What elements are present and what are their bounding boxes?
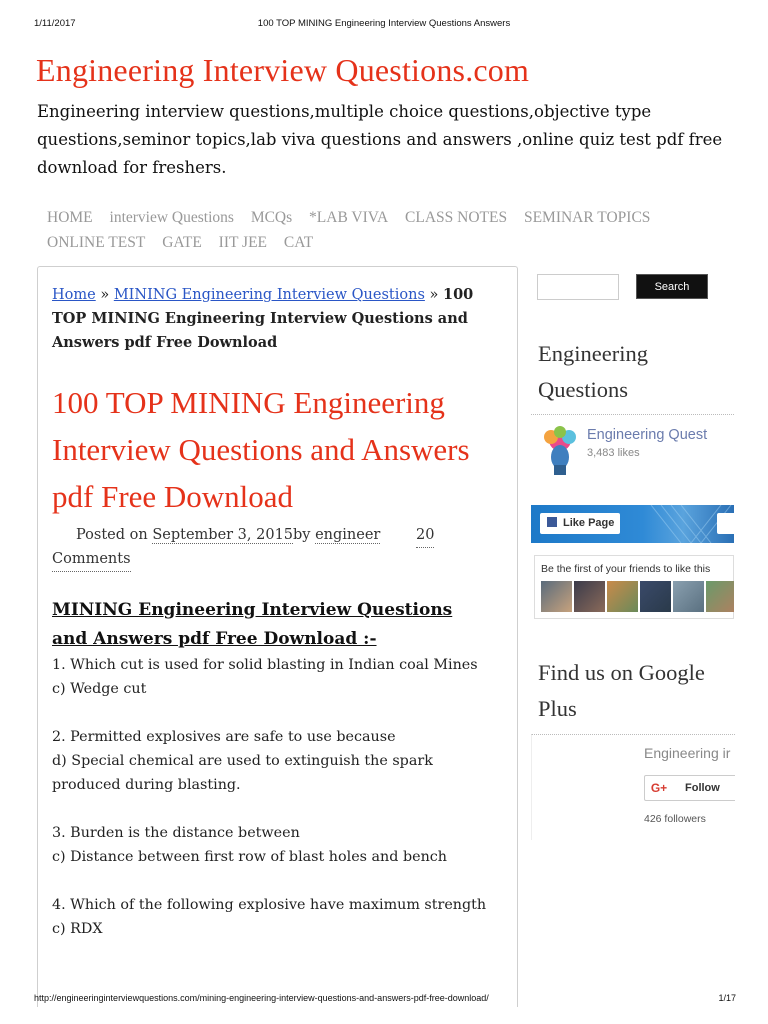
- question-text: 4. Which of the following explosive have maximum strength: [52, 897, 487, 913]
- list-item: [52, 893, 502, 941]
- post-meta: [52, 523, 482, 571]
- gplus-page-name[interactable]: Engineering ir: [644, 745, 731, 761]
- site-tagline: Engineering interview questions,multiple choice questions,objective type questions,seminor topics,lab viva questions and answers ,online quiz test pdf free download for freshers.: [37, 102, 723, 177]
- site-title[interactable]: Engineering Interview Questions.com: [36, 52, 530, 88]
- nav-item-cat[interactable]: CAT: [283, 234, 314, 251]
- gplus-followers-count: 426 followers: [644, 813, 706, 825]
- facebook-page-widget: [531, 414, 734, 622]
- by-label: by: [293, 527, 311, 543]
- nav-item-lab-viva[interactable]: *LAB VIVA: [309, 209, 389, 226]
- print-url: http://engineeringinterviewquestions.com/mining-engineering-interview-questions-and-answers-pdf-free-download/: [34, 993, 489, 1003]
- breadcrumb: [52, 283, 492, 355]
- answer-text: c) Distance between first row of blast holes and bench: [52, 849, 447, 865]
- nav-item-interview-questions[interactable]: interview Questions: [109, 209, 234, 226]
- avatar[interactable]: [640, 581, 671, 612]
- fb-cover-image: [531, 505, 734, 543]
- nav-item-home[interactable]: HOME: [47, 209, 93, 226]
- post-meta-posted: [76, 523, 293, 547]
- breadcrumb-separator: »: [424, 287, 443, 303]
- posted-on-label: Posted on: [76, 527, 148, 543]
- breadcrumb-category-link[interactable]: MINING Engineering Interview Questions: [113, 287, 425, 303]
- nav-item-online-test[interactable]: ONLINE TEST: [47, 234, 146, 251]
- breadcrumb-current: 100 TOP MINING Engineering Interview Questions and Answers pdf Free Download: [52, 286, 474, 351]
- engineering-questions-widget-title: Engineering Questions: [538, 341, 648, 402]
- answer-text: c) Wedge cut: [52, 681, 147, 697]
- print-page-number: 1/17: [718, 993, 736, 1003]
- article-container: [37, 266, 518, 1007]
- breadcrumb-separator: »: [95, 287, 114, 303]
- answer-text: c) RDX: [52, 921, 103, 937]
- fb-like-page-button[interactable]: [540, 513, 620, 534]
- print-date: 1/11/2017: [34, 18, 76, 29]
- comments-label-link[interactable]: Comments: [52, 547, 131, 572]
- comments-count-link[interactable]: 20: [416, 523, 434, 548]
- author-link[interactable]: engineer: [315, 527, 381, 543]
- nav-item-mcqs[interactable]: MCQs: [250, 209, 293, 226]
- gplus-follow-label: Follow: [685, 782, 720, 794]
- google-plus-widget: [531, 734, 735, 840]
- facebook-icon: [547, 517, 557, 527]
- post-title: 100 TOP MINING Engineering Interview Questions and Answers pdf Free Download: [52, 385, 470, 514]
- avatar[interactable]: [673, 581, 704, 612]
- fb-page-header: [531, 425, 734, 485]
- avatar[interactable]: [706, 581, 734, 612]
- avatar[interactable]: [574, 581, 605, 612]
- list-item: [52, 821, 502, 869]
- search-input[interactable]: [537, 274, 619, 300]
- nav-item-class-notes[interactable]: CLASS NOTES: [405, 209, 508, 226]
- question-text: 3. Burden is the distance between: [52, 825, 300, 841]
- gplus-follow-button[interactable]: [644, 775, 735, 801]
- pdf-print-header: [0, 14, 768, 30]
- fb-likes-count: 3,483 likes: [587, 447, 640, 459]
- nav-item-iit-jee[interactable]: IIT JEE: [218, 234, 268, 251]
- list-item: [52, 725, 502, 797]
- fb-friends-text: Be the first of your friends to like this: [541, 563, 711, 575]
- print-document-title: 100 TOP MINING Engineering Interview Questions Answers: [257, 18, 511, 29]
- answer-text: d) Special chemical are used to extinguish the spark produced during blasting.: [52, 753, 433, 793]
- fb-like-page-label: Like Page: [563, 517, 615, 529]
- list-item: [52, 653, 502, 701]
- post-meta-author: [293, 523, 380, 547]
- fb-page-name[interactable]: Engineering Quest: [587, 427, 708, 443]
- google-plus-widget-title: Find us on Google Plus: [538, 660, 705, 721]
- question-list: [52, 653, 502, 965]
- nav-item-seminar-topics[interactable]: SEMINAR TOPICS: [523, 209, 651, 226]
- post-date-link[interactable]: September 3, 2015: [152, 527, 294, 543]
- nav-item-gate[interactable]: GATE: [162, 234, 202, 251]
- google-plus-icon: G+: [650, 781, 668, 795]
- fb-share-button[interactable]: [717, 513, 734, 534]
- site-logo-icon[interactable]: [537, 425, 583, 475]
- section-heading: MINING Engineering Interview Questions and Answers pdf Free Download :-: [52, 600, 453, 649]
- search-button[interactable]: Search: [636, 274, 708, 299]
- question-text: 1. Which cut is used for solid blasting in Indian coal Mines: [52, 657, 478, 673]
- avatar[interactable]: [607, 581, 638, 612]
- fb-friends-box: [534, 555, 734, 619]
- avatar[interactable]: [541, 581, 572, 612]
- main-navigation: [47, 205, 727, 255]
- pdf-print-footer: [0, 990, 768, 1006]
- breadcrumb-home-link[interactable]: Home: [52, 287, 96, 303]
- question-text: 2. Permitted explosives are safe to use because: [52, 729, 396, 745]
